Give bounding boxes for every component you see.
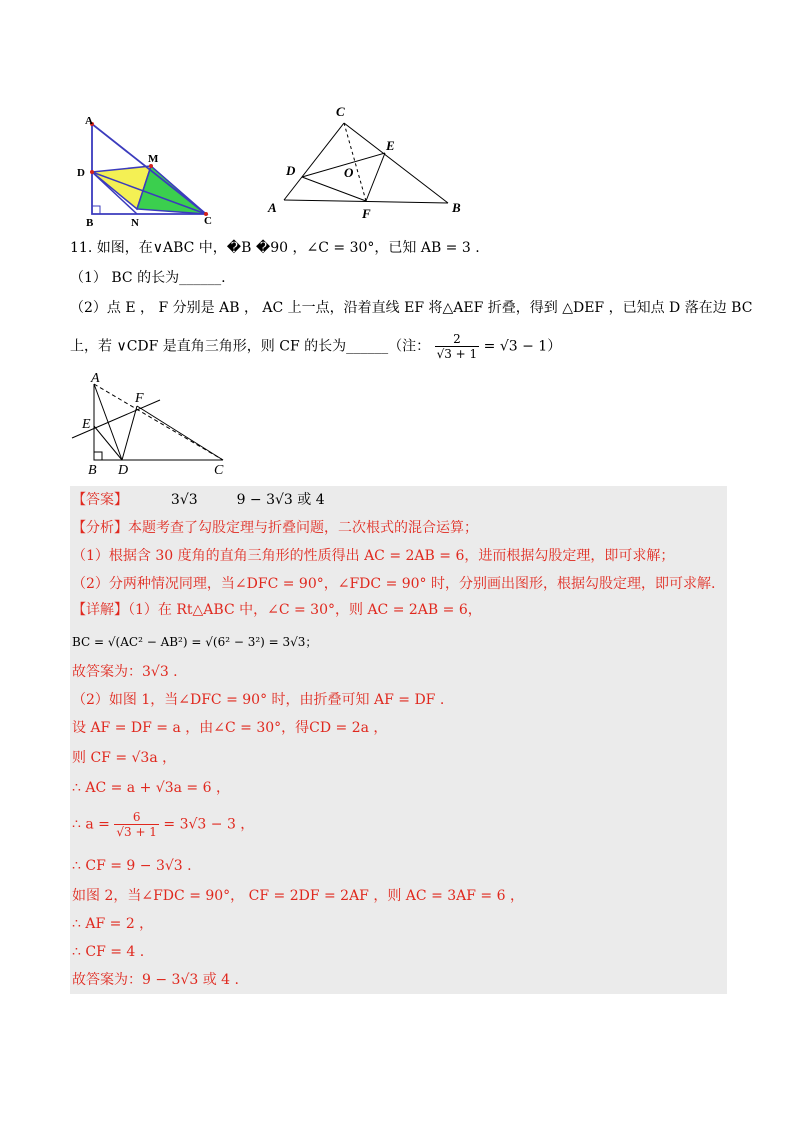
segment-fd — [122, 406, 137, 460]
segment-ed — [94, 426, 122, 460]
label-c: C — [204, 215, 212, 227]
detail-line-5: 设 AF = DF = a ，由∠C = 30°，得CD = 2a ， — [72, 720, 388, 736]
segment-cb — [344, 123, 448, 203]
detail-line-9: ∴ CF = 9 − 3√3 . — [72, 858, 192, 874]
question-part-1: （1） BC 的长为______. — [70, 270, 226, 286]
label-a: A — [85, 115, 93, 127]
label-c: C — [336, 104, 345, 119]
detail-line-13: 故答案为：9 − 3√3 或 4 . — [72, 972, 239, 988]
note-rest: = √3 − 1） — [483, 338, 562, 355]
figure-question — [68, 370, 238, 478]
figure-top-left — [72, 110, 222, 230]
segment-ad — [94, 384, 122, 460]
analysis-line-1 — [72, 518, 478, 538]
label-m: M — [148, 153, 159, 165]
label-o: O — [344, 165, 354, 180]
label-e: E — [386, 138, 395, 153]
segment-df — [302, 177, 366, 201]
detail-line-8 — [72, 810, 254, 839]
detail-a-result: = 3√3 − 3 ， — [163, 816, 255, 833]
analysis-line-3: （2）分两种情况同理，当∠DFC = 90°，∠FDC = 90° 时，分别画出图形，根据勾股定理，即可求解. — [72, 576, 716, 592]
detail-line-4: （2）如图 1，当∠DFC = 90° 时，由折叠可知 AF = DF . — [72, 692, 445, 708]
detail-tag: 【详解】 — [72, 602, 128, 618]
detail-a-numerator: 6 — [114, 810, 159, 825]
label-d: D — [118, 463, 129, 478]
answer-line — [72, 490, 325, 510]
analysis-line-2: （1）根据含 30 度角的直角三角形的性质得出 AC = 2AB = 6，进而根据勾股定理，即可求解； — [72, 548, 675, 564]
detail-a-fraction — [114, 810, 159, 839]
question-part-2-line-2 — [70, 332, 561, 361]
detail-line-1 — [72, 600, 482, 620]
note-denominator: √3 + 1 — [436, 347, 478, 361]
answer-value-2: 9 − 3√3 或 4 — [236, 492, 325, 508]
detail-line-6: 则 CF = √3a ， — [72, 750, 177, 766]
figure-top-right — [262, 100, 472, 220]
detail-line-2: BC = √(AC² − AB²) = √(6² − 3²) = 3√3； — [72, 635, 318, 649]
detail-line-11: ∴ AF = 2 ， — [72, 916, 154, 932]
segment-af-dashed — [94, 384, 223, 460]
label-b: B — [86, 217, 94, 229]
right-angle-mark — [94, 452, 102, 460]
label-f: F — [362, 206, 371, 220]
label-b: B — [88, 463, 97, 478]
label-d: D — [286, 163, 296, 178]
analysis-tag: 【分析】 — [72, 520, 128, 536]
answer-value-1: 3√3 — [170, 492, 198, 508]
detail-a-denominator: √3 + 1 — [116, 825, 157, 839]
detail-text-1: （1）在 Rt△ABC 中，∠C = 30°，则 AC = 2AB = 6， — [128, 602, 482, 618]
label-a: A — [91, 371, 100, 386]
label-d: D — [77, 167, 85, 179]
question-part-2-text: 上，若 ∨CDF 是直角三角形，则 CF 的长为______（注： — [70, 338, 431, 355]
right-angle-mark — [92, 206, 100, 214]
answer-tag: 【答案】 — [72, 492, 128, 508]
question-stem: 如图，在∨ABC 中，�B �90 ，∠C = 30°，已知 AB = 3 . — [96, 240, 480, 256]
segment-ef — [366, 153, 385, 201]
label-n: N — [131, 217, 139, 229]
note-fraction — [435, 332, 480, 361]
segment-ac — [284, 123, 344, 200]
analysis-text-1: 本题考查了勾股定理与折叠问题，二次根式的混合运算； — [128, 520, 478, 536]
detail-line-12: ∴ CF = 4 . — [72, 944, 145, 960]
question-line-1 — [70, 238, 480, 258]
label-b: B — [452, 200, 461, 215]
label-a: A — [268, 200, 277, 215]
point-d-dot — [90, 170, 94, 174]
label-c: C — [214, 463, 224, 478]
note-numerator: 2 — [435, 332, 480, 347]
detail-line-10: 如图 2，当∠FDC = 90°， CF = 2DF = 2AF ，则 AC = 3AF = 6 ， — [72, 888, 524, 904]
question-number: 11. — [70, 240, 93, 256]
detail-line-3: 故答案为：3√3 . — [72, 664, 178, 680]
label-f: F — [135, 391, 144, 406]
segment-fc — [137, 406, 223, 460]
question-part-2-line-1: （2）点 E ， F 分别是 AB ， AC 上一点，沿着直线 EF 将△AEF 折叠，得到 △DEF ，已知点 D 落在边 BC — [70, 300, 753, 316]
detail-a-prefix: ∴ a = — [72, 816, 110, 833]
detail-line-7: ∴ AC = a + √3a = 6 ， — [72, 780, 230, 796]
label-e: E — [82, 417, 91, 432]
